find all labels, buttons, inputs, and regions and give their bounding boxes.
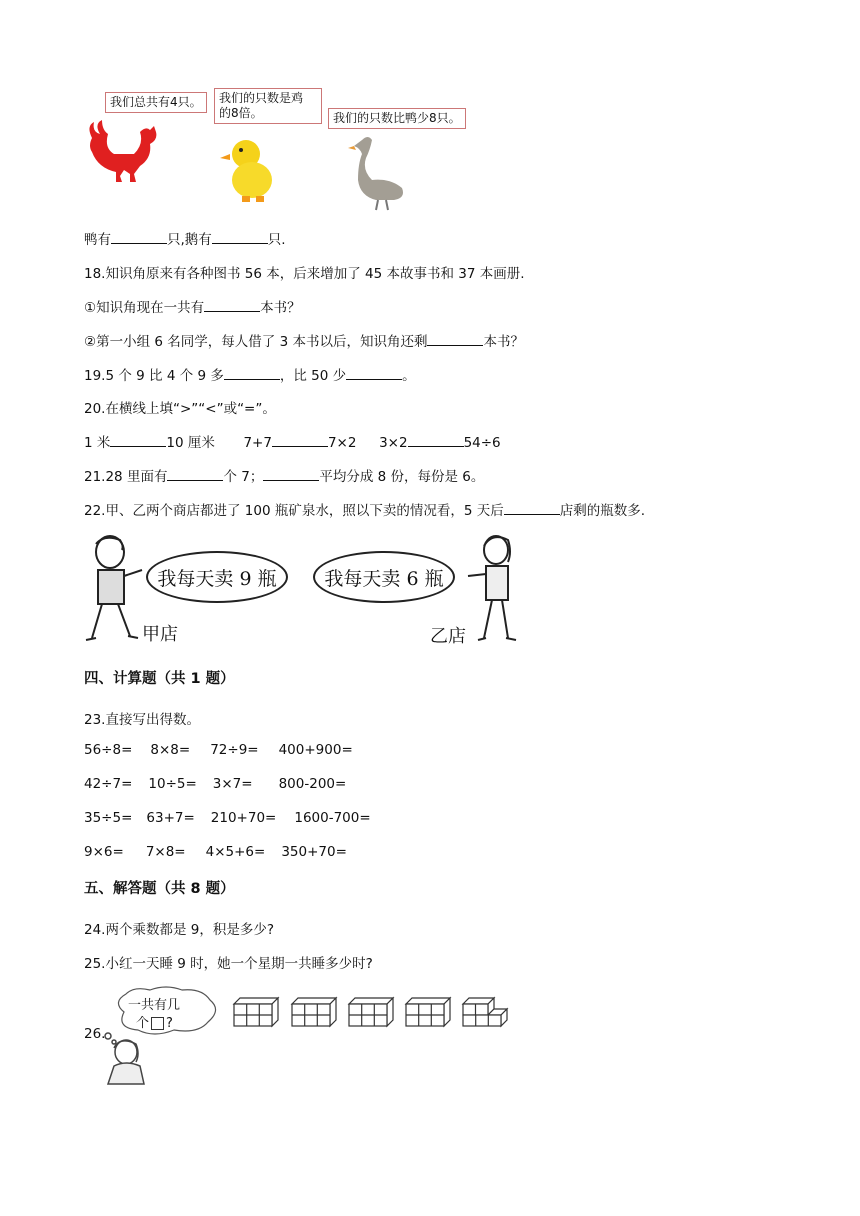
answer-blank[interactable]: [110, 434, 166, 447]
q20-items: [84, 431, 501, 451]
q21: 21.28 里面有 个 7； 平均分成 8 份，每份是 6。: [84, 469, 485, 485]
answer-blank[interactable]: [272, 434, 328, 447]
q25: 25.小红一天睡 9 时，她一个星期一共睡多少时?: [84, 956, 373, 972]
q26-number: 26.: [84, 1026, 106, 1042]
q19: 19.5 个 9 比 4 个 9 多 ，比 50 少 。: [84, 368, 416, 384]
girl-image: [462, 532, 522, 646]
q17-answer-line: 鸭有 只,鹅有 只.: [84, 232, 286, 248]
section-4-title: 四、计算题（共 1 题）: [84, 671, 235, 687]
q18-part2: ②第一小组 6 名同学，每人借了 3 本书以后，知识角还剩 本书？: [84, 334, 524, 350]
calc-row: 9×6= 7×8= 4×5+6= 350+70=: [84, 844, 347, 860]
calc-row: 42÷7= 10÷5= 3×7= 800-200=: [84, 776, 347, 792]
answer-blank[interactable]: [263, 468, 319, 481]
boy-image: [84, 534, 146, 646]
q20-item: 1 米 10 厘米: [84, 435, 215, 451]
q20-item: 7+7 7×2: [243, 435, 357, 451]
q18-part1: ①知识角现在一共有 本书？: [84, 300, 301, 316]
calc-row: 35÷5= 63+7= 210+70= 1600-700=: [84, 810, 371, 826]
duck-image: [226, 132, 276, 204]
little-girl-image: [100, 1030, 152, 1086]
girl-speech-bubble: 我每天卖 6 瓶: [313, 551, 455, 603]
answer-blank[interactable]: [167, 468, 223, 481]
goose-image: [350, 134, 410, 212]
cube-stack-4: [404, 996, 452, 1028]
q20-stem: 20.在横线上填“>”“<”或“=”。: [84, 401, 276, 417]
q24: 24.两个乘数都是 9，积是多少?: [84, 922, 275, 938]
thought-text-1: 一共有几: [128, 998, 181, 1013]
q22: 22.甲、乙两个商店都进了 100 瓶矿泉水，照以下卖的情况看，5 天后 店剩的瓶数多.: [84, 503, 645, 519]
answer-blank[interactable]: [504, 502, 560, 515]
answer-blank[interactable]: [111, 231, 167, 244]
boy-speech-bubble: 我每天卖 9 瓶: [146, 551, 288, 603]
thought-text-2: 个 ?: [136, 1016, 173, 1031]
cube-stack-2: [290, 996, 338, 1028]
goose-speech-bubble: 我们的只数比鸭少8只。: [328, 108, 466, 129]
cube-stack-1: [232, 996, 280, 1028]
shop-b-label: 乙店: [430, 626, 466, 647]
shop-a-label: 甲店: [142, 624, 178, 645]
section-5-title: 五、解答题（共 8 题）: [84, 881, 235, 897]
cube-stack-3: [347, 996, 395, 1028]
rooster-speech-bubble: 我们总共有4只。: [105, 92, 207, 113]
q23-stem: 23.直接写出得数。: [84, 712, 200, 728]
calc-row: 56÷8= 8×8= 72÷9= 400+900=: [84, 742, 353, 758]
q18-stem: 18.知识角原来有各种图书 56 本，后来增加了 45 本故事书和 37 本画册.: [84, 266, 525, 282]
answer-blank[interactable]: [224, 367, 280, 380]
duck-speech-bubble: 我们的只数是鸡 的8倍。: [214, 88, 322, 124]
answer-blank[interactable]: [408, 434, 464, 447]
answer-blank[interactable]: [204, 299, 260, 312]
cube-stack-5: [461, 996, 509, 1028]
answer-blank[interactable]: [346, 367, 402, 380]
answer-blank[interactable]: [212, 231, 268, 244]
cube-icon: [151, 1017, 164, 1030]
rooster-image: [84, 118, 164, 186]
answer-blank[interactable]: [427, 333, 483, 346]
q20-item: 3×2 54÷6: [379, 435, 501, 451]
